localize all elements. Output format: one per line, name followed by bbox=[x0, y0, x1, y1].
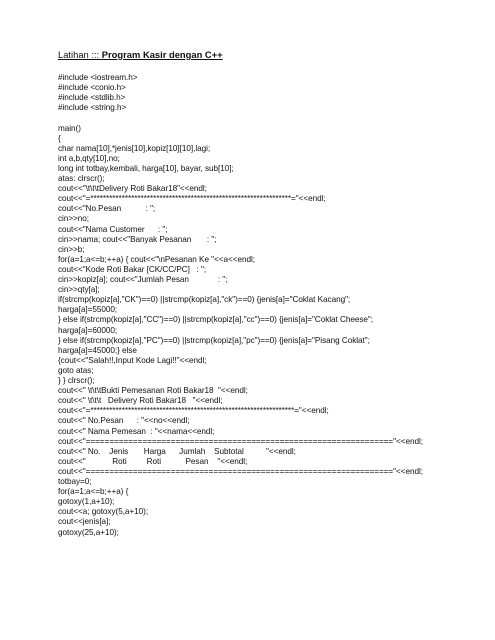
code-line: harga[a]=45000;} else bbox=[58, 345, 137, 355]
code-line: for(a=1;a<=b;++a) { cout<<"\nPesanan Ke "<<a<<endl; bbox=[58, 254, 255, 264]
code-line: cout<<a; gotoxy(5,a+10); bbox=[58, 507, 149, 517]
code-line: cout<<" Roti Roti Pesan "<<endl; bbox=[58, 456, 248, 466]
code-line: harga[a]=60000; bbox=[58, 325, 118, 335]
code-line: cout<<"No.Pesan : "; bbox=[58, 204, 156, 214]
code-line: #include <stdlib.h> bbox=[58, 93, 126, 103]
code-line: cout<<" No. Jenis Harga Jumlah Subtotal "<<endl; bbox=[58, 446, 296, 456]
code-line: totbay=0; bbox=[58, 477, 92, 486]
code-line: cout<<"=*****************************************************************="<<endl; bbox=[58, 406, 329, 416]
code-line: #include <string.h> bbox=[58, 103, 127, 113]
code-line: cout<<jenis[a]; bbox=[58, 517, 111, 527]
code-line: cout<<"================================================================="<<endl; bbox=[58, 436, 423, 446]
code-line: gotoxy(1,a+10); bbox=[58, 497, 115, 507]
code-line: char nama[10],*jenis[10],kopiz[10][10],lagi; bbox=[58, 143, 211, 153]
code-line: cout<<"Kode Roti Bakar [CK/CC/PC] : "; bbox=[58, 264, 207, 274]
code-line: #include <conio.h> bbox=[58, 83, 126, 93]
code-line: } else if(strcmp(kopiz[a],"PC")==0) ||strcmp(kopiz[a],"pc")==0) {jenis[a]="Pisang Coklat"; bbox=[58, 335, 370, 345]
code-line: cin>>qty[a]; bbox=[58, 285, 100, 295]
code-line: if(strcmp(kopiz[a],"CK")==0) ||strcmp(kopiz[a],"ck")==0) {jenis[a]="Coklat Kacang"; bbox=[58, 295, 351, 305]
code-line: {cout<<"Salah!!,Input Kode Lagi!!"<<endl; bbox=[58, 355, 207, 365]
code-line: for(a=1;a<=b;++a) { bbox=[58, 487, 129, 497]
code-line: cout<<" No.Pesan : "<<no<<endl; bbox=[58, 416, 190, 426]
code-line: } } clrscr(); bbox=[58, 376, 95, 385]
code-line: cout<<"=****************************************************************="<<endl; bbox=[58, 194, 326, 204]
code-line: cin>>kopiz[a]; cout<<"Jumlah Pesan : "; bbox=[58, 275, 228, 284]
code-line: cin>>nama; cout<<"Banyak Pesanan : "; bbox=[58, 234, 217, 244]
code-line: { bbox=[58, 133, 61, 143]
code-line: int a,b,qty[10],no; bbox=[58, 153, 120, 163]
code-line: #include <iostream.h> bbox=[58, 73, 138, 82]
code-line: long int totbay,kembali, harga[10], bayar, sub[10]; bbox=[58, 163, 234, 173]
code-line: atas: clrscr(); bbox=[58, 174, 105, 183]
code-line: cout<<" \t\t\tBukti Pemesanan Roti Bakar18 "<<endl; bbox=[58, 386, 248, 396]
title-prefix: Latihan ::: bbox=[58, 49, 102, 60]
code-line: cin>>b; bbox=[58, 244, 85, 254]
code-line: cout<<" \t\t\t Delivery Roti Bakar18 "<<endl; bbox=[58, 396, 223, 406]
code-line: cout<<"Nama Customer : "; bbox=[58, 224, 168, 234]
code-line: } else if(strcmp(kopiz[a],"CC")==0) ||strcmp(kopiz[a],"cc")==0) {jenis[a]="Coklat Cheese"; bbox=[58, 315, 374, 325]
title-main: Program Kasir dengan C++ bbox=[101, 49, 223, 60]
code-line: cin>>no; bbox=[58, 214, 90, 224]
document-title bbox=[58, 49, 223, 61]
code-line: goto atas; bbox=[58, 365, 94, 375]
code-line: cout<<"\t\t\tDelivery Roti Bakar18"<<endl; bbox=[58, 184, 207, 194]
code-line: harga[a]=55000; bbox=[58, 305, 118, 315]
code-line: main() bbox=[58, 123, 81, 133]
code-line: gotoxy(25,a+10); bbox=[58, 527, 119, 537]
code-line: cout<<"================================================================="<<endl; bbox=[58, 466, 423, 476]
code-line: cout<<" Nama Pemesan : "<<nama<<endl; bbox=[58, 426, 215, 436]
